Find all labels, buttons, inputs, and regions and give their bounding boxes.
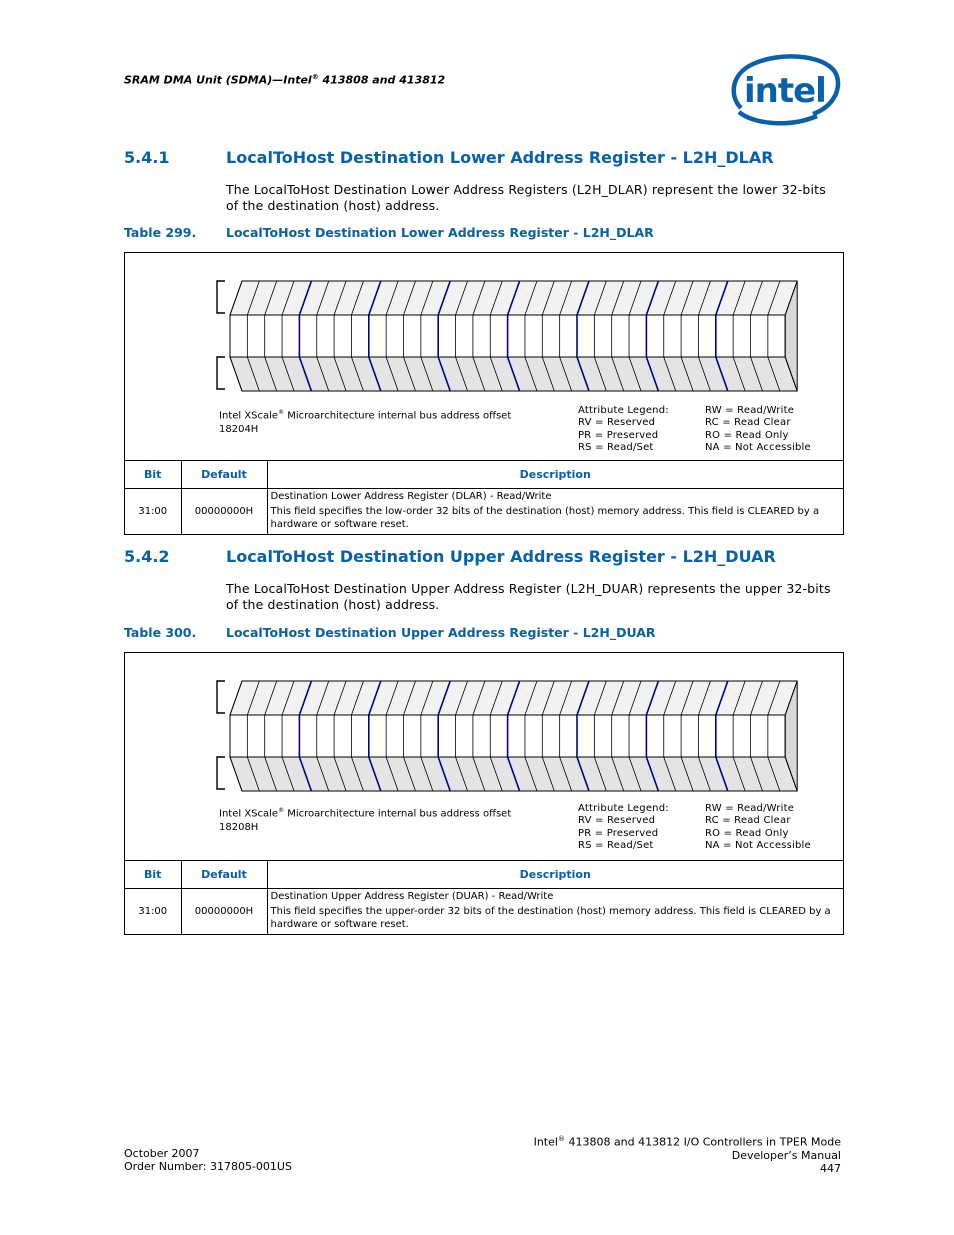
register-table	[124, 652, 844, 935]
legend-item: RS = Read/Set	[578, 441, 654, 453]
registered-mark: ®	[278, 409, 285, 416]
footer-doc-brand: Intel	[533, 1135, 558, 1149]
legend-item: RC = Read Clear	[705, 417, 791, 429]
table-title: LocalToHost Destination Lower Address Register - L2H_DLAR	[226, 225, 654, 240]
section-title: LocalToHost Destination Lower Address Register - L2H_DLAR	[226, 148, 774, 167]
description-cell	[267, 888, 843, 934]
field-description: This field specifies the upper-order 32 bits of the destination (host) memory address. This field is CLEARED by a hardware or software reset.	[270, 906, 831, 930]
section-number: 5.4.1	[124, 148, 170, 167]
attribute-legend	[578, 803, 669, 852]
default-column-header: Default	[181, 461, 267, 488]
attribute-legend	[578, 405, 669, 454]
registered-mark: ®	[557, 1135, 565, 1143]
legend-item: RV = Reserved	[578, 815, 656, 827]
field-table	[125, 861, 843, 934]
bit-column-header: Bit	[125, 861, 181, 888]
legend-item: RW = Read/Write	[705, 405, 795, 416]
footer-page-number: 447	[820, 1161, 841, 1175]
section-body: The LocalToHost Destination Upper Address Register (L2H_DUAR) represents the upper 32-bits of the destination (host) address.	[226, 581, 831, 612]
bus-offset-label	[219, 804, 511, 820]
legend-item: RO = Read Only	[705, 827, 789, 839]
footer-doc-product: 413808 and 413812 I/O Controllers in TPER Mode	[564, 1135, 841, 1149]
running-header-title: SRAM DMA Unit (SDMA)—Intel	[124, 73, 312, 87]
registered-mark: ®	[278, 807, 285, 814]
legend-title: Attribute Legend:	[578, 405, 669, 416]
bus-offset-label-suffix: Microarchitecture internal bus address offset	[284, 808, 512, 820]
default-column-header: Default	[181, 861, 267, 888]
footer-doc-title	[534, 1133, 841, 1149]
bit-range-cell: 31:00	[125, 488, 181, 534]
table-title: LocalToHost Destination Upper Address Register - L2H_DUAR	[226, 625, 656, 640]
description-column-header: Description	[267, 861, 843, 888]
bracket-bottom	[217, 757, 225, 789]
field-description: This field specifies the low-order 32 bits of the destination (host) memory address. This field is CLEARED by a hardware or software reset.	[270, 506, 820, 530]
footer-right	[534, 1133, 841, 1175]
bit-range-cell: 31:00	[125, 888, 181, 934]
bus-offset-label-prefix: Intel XScale	[219, 410, 279, 422]
footer-left	[124, 1147, 292, 1173]
legend-item: NA = Not Accessible	[705, 441, 811, 453]
footer-order-number: Order Number: 317805-001US	[124, 1160, 292, 1173]
legend-title: Attribute Legend:	[578, 803, 669, 814]
bit-column-header: Bit	[125, 461, 181, 488]
bus-offset-value: 18204H	[219, 424, 259, 435]
intel-logo	[727, 52, 841, 126]
table-header-row	[125, 861, 843, 888]
legend-item: PR = Preserved	[578, 429, 659, 441]
attribute-legend-column-2	[705, 803, 811, 852]
legend-item: RC = Read Clear	[705, 815, 791, 827]
bus-offset-label	[219, 406, 511, 422]
bus-offset-label-prefix: Intel XScale	[219, 808, 279, 820]
table-number: Table 299.	[124, 225, 197, 240]
description-cell	[267, 488, 843, 534]
bracket-top	[217, 281, 225, 313]
field-name: Destination Lower Address Register (DLAR) - Read/Write	[270, 490, 552, 502]
default-value-cell: 00000000H	[181, 888, 267, 934]
register-table	[124, 252, 844, 535]
bracket-top	[217, 681, 225, 713]
registered-mark: ®	[311, 73, 319, 81]
legend-item: RS = Read/Set	[578, 839, 654, 851]
table-number: Table 300.	[124, 625, 197, 640]
footer-date: October 2007	[124, 1147, 200, 1160]
legend-item: RO = Read Only	[705, 429, 789, 441]
bus-offset-label-suffix: Microarchitecture internal bus address offset	[284, 410, 512, 422]
table-header-row	[125, 461, 843, 488]
legend-item: RW = Read/Write	[705, 803, 795, 814]
default-value-cell: 00000000H	[181, 488, 267, 534]
bracket-bottom	[217, 357, 225, 389]
bus-offset-value: 18208H	[219, 822, 259, 833]
running-header-model: 413808 and 413812	[318, 73, 446, 87]
legend-item: PR = Preserved	[578, 827, 659, 839]
section-number: 5.4.2	[124, 547, 170, 566]
register-bit-diagram	[125, 253, 843, 461]
footer-doc-type: Developer’s Manual	[731, 1148, 841, 1162]
attribute-legend-column-2	[705, 405, 811, 454]
intel-logo-wordmark: intel	[744, 71, 826, 111]
table-row	[125, 888, 843, 934]
description-column-header: Description	[267, 461, 843, 488]
section-body: The LocalToHost Destination Lower Address Registers (L2H_DLAR) represent the lower 32-bits of the destination (host) address.	[226, 182, 826, 213]
legend-item: RV = Reserved	[578, 417, 656, 429]
table-row	[125, 488, 843, 534]
register-bit-diagram	[125, 653, 843, 861]
legend-item: NA = Not Accessible	[705, 839, 811, 851]
field-name: Destination Upper Address Register (DUAR) - Read/Write	[270, 890, 554, 902]
section-title: LocalToHost Destination Upper Address Register - L2H_DUAR	[226, 547, 776, 566]
running-header	[124, 73, 445, 87]
field-table	[125, 461, 843, 534]
